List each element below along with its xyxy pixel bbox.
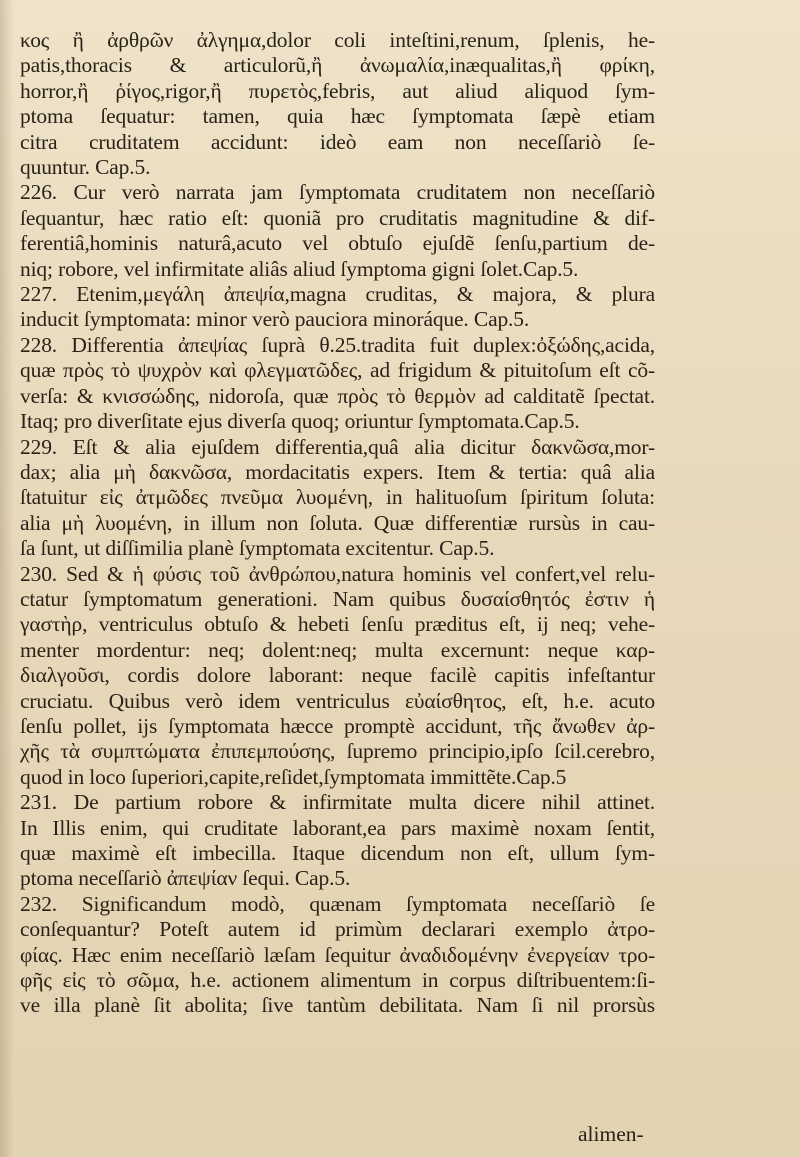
text-line: ſtatuitur εἰς ἀτμῶδες πνεῦμα λυομένη, in halituoſum ſpiritum ſoluta: (20, 485, 655, 510)
text-line: dax; alia μὴ δακνῶσα, mordacitatis expers. Item & tertia: quâ alia (20, 459, 655, 484)
text-line: ferentiâ,hominis naturâ,acuto vel obtuſo ejuſdẽ ſenſu,partium de- (20, 231, 655, 256)
text-line: ve illa planè ſit abolita; ſive tantùm debilitata. Nam ſi nil prorsùs (20, 993, 655, 1018)
binding-shadow (0, 0, 14, 1157)
text-line: χῆς τὰ συμπτώματα ἐπιπεμπούσης, ſupremo principio,ipſo ſcil.cerebro, (20, 739, 655, 764)
text-line: alia μὴ λυομένη, in illum non ſoluta. Quæ differentiæ rursùs in cau- (20, 510, 655, 535)
text-line: 232. Significandum modò, quænam ſymptomata neceſſariò ſe (20, 891, 655, 916)
text-line: horror,ἢ ῥίγος,rigor,ἢ πυρετὸς,febris, aut aliud aliquod ſym- (20, 78, 655, 103)
catchword: alimen- (578, 1122, 644, 1146)
text-line: quæ maximè eſt imbecilla. Itaque dicendum non eſt, ullum ſym- (20, 841, 655, 865)
text-line: 227. Etenim,μεγάλη ἀπεψία,magna cruditas, & majora, & plura (20, 282, 655, 307)
text-line: 230. Sed & ἡ φύσις τοῦ ἀνθρώπου,natura hominis vel confert,vel relu- (20, 561, 655, 586)
text-line: ſa ſunt, ut diſſimilia planè ſymptomata excitentur. Cap.5. (20, 536, 495, 561)
text-line: φίας. Hæc enim neceſſariò læſam ſequitur ἀναδιδομένην ἐνεργείαν τρο- (20, 942, 655, 967)
text-line: φῆς εἰς τὸ σῶμα, h.e. actionem alimentum in corpus diſtribuentem:ſi- (20, 968, 655, 993)
text-line: verſa: & κνισσώδης, nidoroſa, quæ πρὸς τὸ θερμὸν ad calditatẽ ſpectat. (20, 383, 655, 408)
text-line: inducit ſymptomata: minor verò pauciora minoráque. Cap.5. (20, 307, 530, 332)
text-line: cruciatu. Quibus verò idem ventriculus εὐαίσθητος, eſt, h.e. acuto (20, 688, 655, 713)
text-line: γαστὴρ, ventriculus obtuſo & hebeti ſenſu præditus eſt, ij neq; vehe- (20, 612, 655, 637)
text-line: menter mordentur: neq; dolent:neq; multa excernunt: neque καρ- (20, 637, 655, 662)
text-line: quuntur. Cap.5. (20, 155, 151, 180)
text-line: In Illis enim, qui cruditate laborant,ea pars maximè noxam ſentit, (20, 815, 655, 840)
text-line: ſequantur, hæc ratio eſt: quoniã pro cruditatis magnitudine & dif- (20, 205, 655, 230)
text-line: citra cruditatem accidunt: ideò eam non neceſſariò ſe- (20, 129, 655, 154)
text-line: 231. De partium robore & infirmitate multa dicere nihil attinet. (20, 790, 655, 815)
text-block (20, 28, 655, 1019)
text-line: patis,thoracis & articulorũ,ἢ ἀνωμαλία,inæqualitas,ἢ φρίκη, (20, 53, 655, 78)
text-line: ſenſu pollet, ijs ſymptomata hæcce promptè accidunt, τῆς ἄνωθεν ἀρ- (20, 713, 655, 738)
text-line: διαλγοῦσι, cordis dolore laborant: neque facilè capitis infeſtantur (20, 663, 655, 688)
text-line: niq; robore, vel infirmitate aliâs aliud ſymptoma gigni ſolet.Cap.5. (20, 256, 579, 281)
text-line: ptoma ſequatur: tamen, quia hæc ſymptomata ſæpè etiam (20, 104, 655, 129)
text-line: Itaq; pro diverſitate ejus diverſa quoq; oriuntur ſymptomata.Cap.5. (20, 409, 580, 434)
text-line: quod in loco ſuperiori,capite,reſidet,ſymptomata immittẽte.Cap.5 (20, 764, 567, 789)
text-line: ctatur ſymptomatum generationi. Nam quibus δυσαίσθητός ἐστιν ἡ (20, 586, 655, 611)
text-line: 229. Eſt & alia ejuſdem differentia,quâ alia dicitur δακνῶσα,mor- (20, 434, 655, 459)
text-line: conſequantur? Poteſt autem id primùm declarari exemplo ἀτρο- (20, 917, 655, 942)
text-line: 228. Differentia ἀπεψίας ſuprà θ.25.tradita fuit duplex:ὀξώδης,acida, (20, 332, 655, 357)
text-line: 226. Cur verò narrata jam ſymptomata cruditatem non neceſſariò (20, 180, 655, 205)
text-line: κος ἢ ἀρθρῶν ἀλγημα,dolor coli inteſtini,renum, ſplenis, he- (20, 28, 655, 52)
text-line: quæ πρὸς τὸ ψυχρὸν καὶ φλεγματῶδες, ad frigidum & pituitoſum eſt cõ- (20, 358, 655, 383)
text-line: ptoma neceſſariò ἀπεψίαν ſequi. Cap.5. (20, 866, 351, 891)
